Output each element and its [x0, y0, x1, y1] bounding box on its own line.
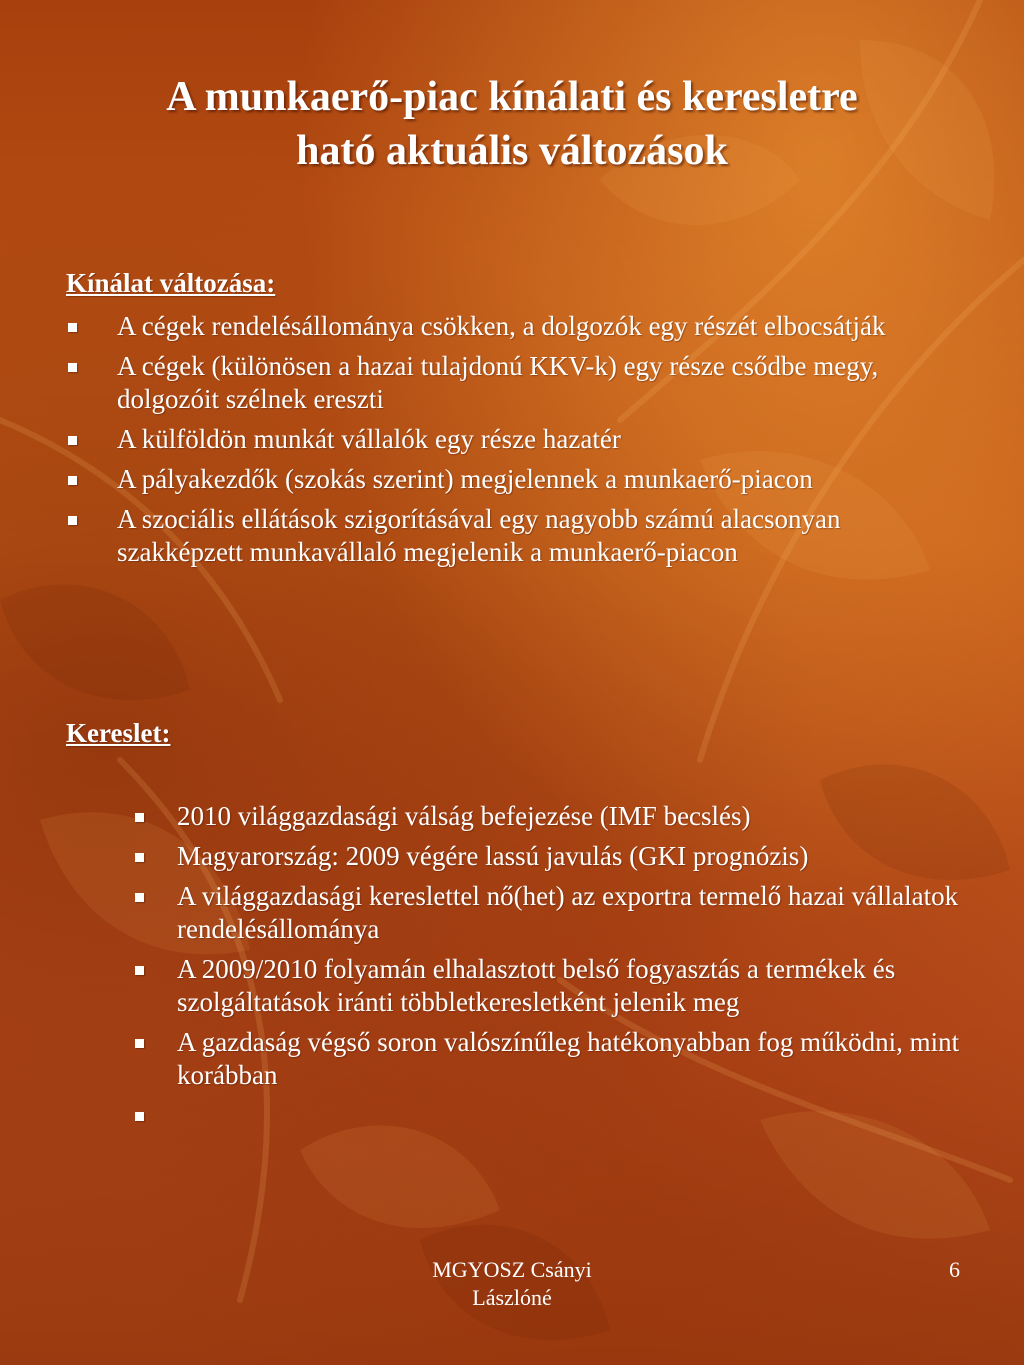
list-item-text: A világgazdasági kereslettel nő(het) az exportra termelő hazai vállalatok rendelésállománya	[177, 881, 959, 944]
square-bullet-icon	[135, 893, 144, 902]
slide-title-line-2: ható aktuális változások	[296, 128, 728, 174]
square-bullet-icon	[68, 363, 77, 372]
list-item-text: A gazdaság végső soron valószínűleg hatékonyabban fog működni, mint korábban	[177, 1027, 960, 1090]
demand-heading: Kereslet:	[66, 718, 171, 748]
list-item-text: A cégek rendelésállománya csökken, a dolgozók egy részét elbocsátják	[117, 311, 886, 341]
list-item	[117, 503, 947, 569]
list-item	[177, 800, 977, 833]
list-item-text: 2010 világgazdasági válság befejezése (IMF becslés)	[177, 801, 751, 831]
supply-heading: Kínálat változása:	[66, 268, 276, 298]
supply-list	[117, 310, 947, 576]
footer-author-line-1: MGYOSZ Csányi	[432, 1257, 592, 1282]
square-bullet-icon	[68, 436, 77, 445]
square-bullet-icon	[68, 516, 77, 525]
list-item	[177, 1026, 977, 1092]
list-item-text: A 2009/2010 folyamán elhalasztott belső fogyasztás a termékek és szolgáltatások iránti többletkeresletként jelenik meg	[177, 954, 896, 1017]
square-bullet-icon	[135, 813, 144, 822]
list-item-text: A pályakezdők (szokás szerint) megjelennek a munkaerő-piacon	[117, 464, 813, 494]
list-item-text: Magyarország: 2009 végére lassú javulás (GKI prognózis)	[177, 841, 809, 871]
square-bullet-icon	[135, 853, 144, 862]
footer-author-line-2: Lászlóné	[472, 1285, 552, 1310]
list-item	[117, 463, 947, 496]
list-item-text: A külföldön munkát vállalók egy része hazatér	[117, 424, 621, 454]
list-item	[177, 953, 977, 1019]
list-item	[177, 880, 977, 946]
demand-list	[177, 800, 977, 1139]
list-item	[117, 423, 947, 456]
slide-title	[40, 70, 984, 178]
list-item	[117, 350, 947, 416]
list-item	[177, 840, 977, 873]
slide-title-line-1: A munkaerő-piac kínálati és keresletre	[166, 74, 858, 120]
list-item-text: A cégek (különösen a hazai tulajdonú KKV-k) egy része csődbe megy, dolgozóit szélnek ereszti	[117, 351, 879, 414]
square-bullet-icon	[135, 1039, 144, 1048]
square-bullet-icon	[68, 323, 77, 332]
square-bullet-icon	[135, 1112, 144, 1121]
square-bullet-icon	[135, 966, 144, 975]
list-item-empty	[177, 1099, 977, 1132]
square-bullet-icon	[68, 476, 77, 485]
list-item	[117, 310, 947, 343]
footer-author	[390, 1256, 634, 1312]
page-number: 6	[949, 1257, 960, 1282]
list-item-text: A szociális ellátások szigorításával egy nagyobb számú alacsonyan szakképzett munkavállaló megjelenik a munkaerő-piacon	[117, 504, 841, 567]
